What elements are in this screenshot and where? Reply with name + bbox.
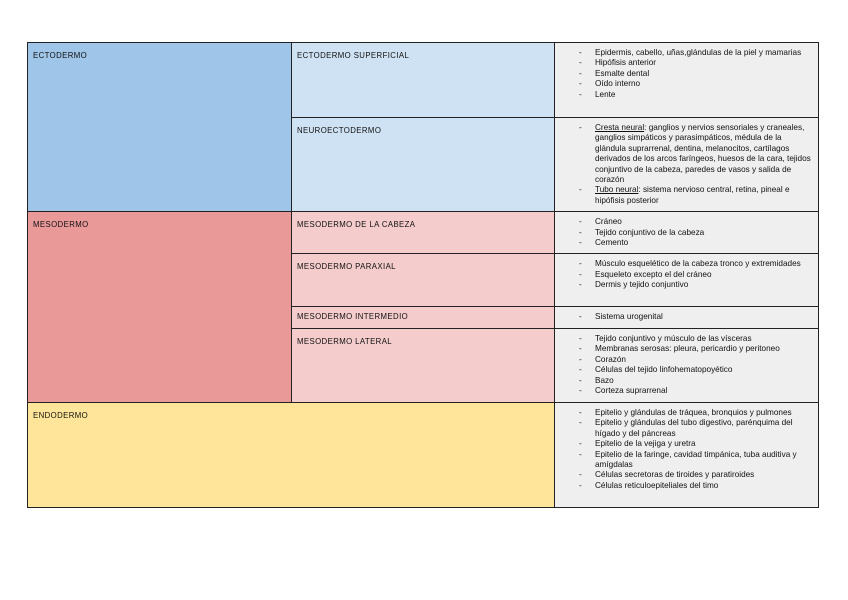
list-item: - Células del tejido linfohematopoyético [579, 365, 812, 375]
mesodermo-intermedio-derivatives [555, 307, 819, 328]
list-item: - Epitelio de la vejiga y uretra [579, 439, 812, 449]
list-item: - Corazón [579, 355, 812, 365]
mesodermo-cell [28, 212, 292, 403]
list-item: - Epitelio y glándulas del tubo digestivo, parénquima del hígado y del páncreas [579, 418, 812, 439]
ectodermo-cell [28, 43, 292, 212]
list-item: - Células reticuloepiteliales del timo [579, 481, 812, 491]
endodermo-cell [28, 402, 555, 507]
neuroectodermo-cell [292, 118, 555, 212]
mesodermo-paraxial-label: MESODERMO PARAXIAL [297, 262, 396, 272]
mesodermo-cabeza-label: MESODERMO DE LA CABEZA [297, 220, 416, 230]
list-item: - Bazo [579, 376, 812, 386]
list-item: - Lente [579, 90, 812, 100]
mesodermo-intermedio-label: MESODERMO INTERMEDIO [297, 312, 409, 322]
ectodermo-superficial-derivatives [555, 43, 819, 118]
ectodermo-superficial-cell [292, 43, 555, 118]
endodermo-derivatives [555, 402, 819, 507]
table-row [28, 402, 819, 507]
neuroectodermo-derivatives [555, 118, 819, 212]
mesodermo-cabeza-cell [292, 212, 555, 254]
table-row [28, 43, 819, 118]
mesodermo-lateral-derivatives [555, 328, 819, 402]
mesodermo-lateral-label: MESODERMO LATERAL [297, 336, 393, 346]
list-item: - Epitelio y glándulas de tráquea, bronquios y pulmones [579, 408, 812, 418]
endodermo-label: ENDODERMO [33, 410, 89, 420]
list-item [579, 185, 812, 206]
list-item [579, 123, 812, 185]
ectodermo-superficial-label: ECTODERMO SUPERFICIAL [297, 51, 410, 60]
list-item: - Cráneo [579, 217, 812, 227]
list-item: - Cemento [579, 238, 812, 248]
table-row [28, 212, 819, 254]
list-item: - Corteza suprarrenal [579, 386, 812, 396]
mesodermo-intermedio-cell [292, 307, 555, 328]
list-item: - Tejido conjuntivo y músculo de las vísceras [579, 334, 812, 344]
list-item: - Esqueleto excepto el del cráneo [579, 270, 812, 280]
list-item: - Oído interno [579, 79, 812, 89]
mesodermo-label: MESODERMO [33, 220, 89, 230]
list-item: - Sistema urogenital [579, 312, 812, 322]
list-item: - Células secretoras de tiroides y paratiroides [579, 470, 812, 480]
neuroectodermo-label: NEUROECTODERMO [297, 126, 382, 135]
list-item: - Membranas serosas: pleura, pericardio y peritoneo [579, 344, 812, 354]
list-item: - Esmalte dental [579, 69, 812, 79]
list-item: - Hipófisis anterior [579, 58, 812, 68]
mesodermo-paraxial-cell [292, 254, 555, 307]
cresta-neural-text: : ganglios y nervios sensoriales y craneales, ganglios simpáticos y parasimpáticos, médula de la glándula suprarrenal, dentina, melanocitos, cartílagos derivados de los arcos faríngeos, huesos de la cara, tejidos conjuntivo de la cabeza, paredes de vasos y salida de corazón [595, 123, 811, 185]
list-item: - Músculo esquelético de la cabeza tronco y extremidades [579, 259, 812, 269]
list-item: - Epitelio de la faringe, cavidad timpánica, tuba auditiva y amígdalas [579, 450, 812, 471]
tubo-neural-term: Tubo neural [595, 185, 639, 195]
list-item: - Epidermis, cabello, uñas,glándulas de la piel y mamarias [579, 48, 812, 58]
list-item: - Dermis y tejido conjuntivo [579, 280, 812, 290]
mesodermo-paraxial-derivatives [555, 254, 819, 307]
list-item: - Tejido conjuntivo de la cabeza [579, 228, 812, 238]
mesodermo-lateral-cell [292, 328, 555, 402]
germ-layers-table [27, 42, 819, 508]
cresta-neural-term: Cresta neural [595, 123, 645, 132]
mesodermo-cabeza-derivatives [555, 212, 819, 254]
ectodermo-label: ECTODERMO [33, 51, 88, 60]
tubo-neural-text: : sistema nervioso central, retina, pineal e hipófisis posterior [595, 185, 790, 205]
